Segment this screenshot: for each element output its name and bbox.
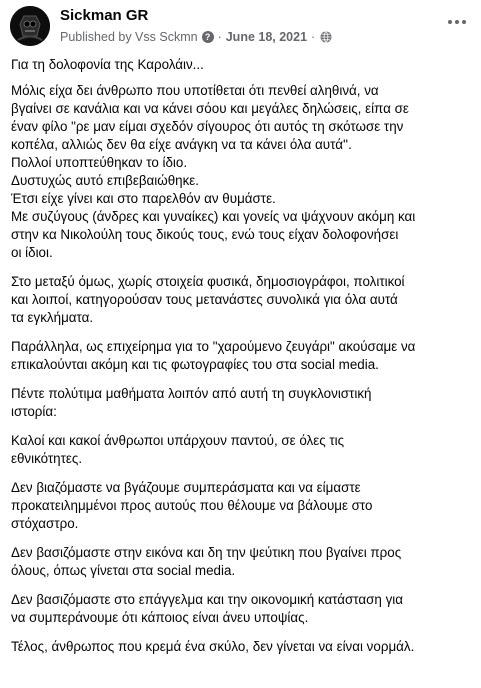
post-text-line: Με συζύγους (άνδρες και γυναίκες) και γονείς να ψάχνουν ακόμη και [11, 209, 416, 224]
post-text-line: στην κα Νικολούλη τους δικούς τους, ενώ τους είχαν δολοφονήσει [11, 227, 399, 242]
post-text-line: Για τη δολοφονία της Καρολάιν... [11, 57, 204, 72]
post-text-line: Δεν βασιζόμαστε στην εικόνα και δη την ψεύτικη που βγαίνει προς [11, 545, 402, 560]
post-paragraph [11, 82, 471, 262]
post-text-line: στόχαστρο. [11, 516, 79, 531]
post-text-line: επικαλούνται ακόμη και τις φωτογραφίες του στα social media. [11, 357, 379, 372]
more-options-icon [448, 20, 452, 24]
post-text-line: Δεν βασιζόμαστε στο επάγγελμα και την οικονομική κατάσταση για [11, 592, 403, 607]
post-text-line: εθνικότητες. [11, 451, 83, 466]
meta-separator: · [217, 30, 222, 44]
more-options-icon-dot [455, 20, 459, 24]
post-date[interactable]: June 18, 2021 [225, 30, 308, 44]
profile-avatar[interactable] [10, 6, 50, 46]
post-text-line: Στο μεταξύ όμως, χωρίς στοιχεία φυσικά, δημοσιογράφοι, πολιτικοί [11, 274, 405, 289]
post-text-line: Μόλις είχα δει άνθρωπο που υποτίθεται ότι πενθεί αληθινά, να [11, 83, 379, 98]
avatar-image [10, 6, 50, 46]
post-text-line: κοπέλα, αλλιώς δεν θα είχε ανάγκη να τα κάνει όλα αυτά''. [11, 137, 352, 152]
post-text-line: Έτσι είχε γίνει και στο παρελθόν αν θυμάστε. [11, 191, 276, 206]
post-text-line: βγαίνει σε κανάλια και να κάνει σόου και μεγάλες δηλώσεις, είπα σε [11, 101, 409, 116]
post-paragraph [11, 591, 471, 627]
more-options-icon-dot [462, 20, 466, 24]
post-text-line: Δυστυχώς αυτό επιβεβαιώθηκε. [11, 173, 199, 188]
post-paragraph [11, 544, 471, 580]
post-text-line: οι ίδιοι. [11, 245, 53, 260]
post-text-line: έναν φίλο "ρε μαν είμαι σχεδόν σίγουρος ότι αυτός τη σκότωσε την [11, 119, 404, 134]
meta-separator: · [311, 30, 316, 44]
post-text-line: Παράλληλα, ως επιχείρημα για το "χαρούμενο ζευγάρι" ακούσαμε να [11, 339, 416, 354]
post-paragraph [11, 385, 471, 421]
post-text-line: να συμπεράνουμε ότι κάποιος είναι άνευ υποψίας. [11, 610, 309, 625]
info-icon[interactable]: ? [202, 31, 214, 43]
post-text-line: Τέλος, άνθρωπος που κρεμά ένα σκύλο, δεν γίνεται να είναι νορμάλ. [11, 639, 415, 654]
post-meta [60, 30, 332, 44]
post-text-line: προκατειλημμένοι προς αυτούς που θέλουμε να βάλουμε στο [11, 498, 373, 513]
post-text-line: Δεν βιαζόμαστε να βγάζουμε συμπεράσματα και να είμαστε [11, 480, 361, 495]
post-text-line: Πέντε πολύτιμα μαθήματα λοιπόν από αυτή τη συγκλονιστική [11, 386, 372, 401]
post-text-line: Καλοί και κακοί άνθρωποι υπάρχουν παντού, σε όλες τις [11, 433, 345, 448]
post-text-line: Πολλοί υποπτεύθηκαν το ίδιο. [11, 155, 188, 170]
post-paragraph [11, 638, 471, 656]
more-options-button[interactable] [445, 10, 469, 34]
post-text-line: και λοιποί, κατηγορούσαν τους μετανάστες συνολικά για όλα αυτά [11, 292, 398, 307]
post-paragraph [11, 273, 471, 327]
post-header [0, 0, 481, 52]
published-by: Published by Vss Sckmn [60, 30, 198, 44]
globe-icon [320, 31, 332, 43]
post-paragraph [11, 338, 471, 374]
post-body [11, 56, 471, 667]
post-text-line: όλους, όπως γίνεται στα social media. [11, 563, 236, 578]
post-paragraph [11, 56, 471, 74]
post-paragraph [11, 432, 471, 468]
post-text-line: τα εγκλήματα. [11, 310, 94, 325]
post-text-line: ιστορία: [11, 404, 57, 419]
author-name[interactable]: Sickman GR [60, 7, 149, 24]
post-paragraph [11, 479, 471, 533]
